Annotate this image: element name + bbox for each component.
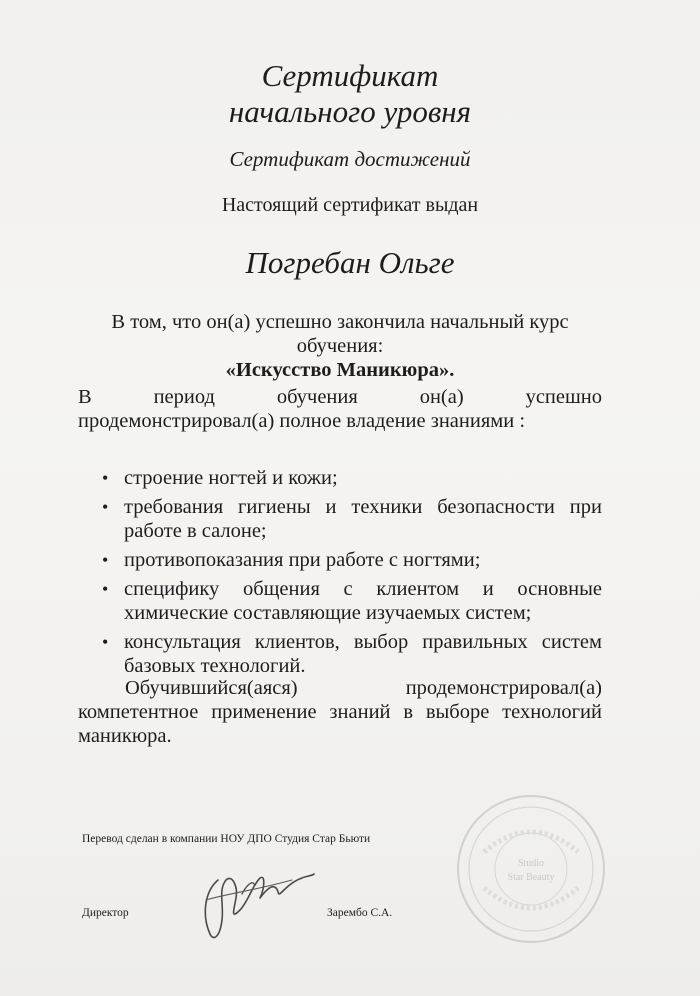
period-paragraph (78, 385, 602, 433)
list-item (100, 548, 602, 572)
skill-text: противопоказания при работе с ногтями; (124, 549, 481, 571)
director-name: Зарембо С.А. (327, 907, 393, 919)
recipient-name: Погребан Ольге (245, 245, 455, 280)
conclusion-rest: компетентное применение знаний в выборе технологий маникюра. (78, 701, 602, 747)
list-item (100, 577, 602, 625)
skill-text: требования гигиены и техники безопасности при работе в салоне; (124, 496, 602, 542)
skills-list (100, 466, 602, 683)
period-line-1: В период обучения он(а) успешно (78, 386, 602, 408)
certificate-title-line-1: Сертификат (261, 58, 439, 93)
skill-text: специфику общения с клиентом и основные химические составляющие изучаемых систем; (124, 578, 602, 624)
skill-text: консультация клиентов, выбор правильных систем базовых технологий. (124, 631, 602, 677)
completion-text: В том, что он(а) успешно закончила начальный курс обучения: (111, 311, 569, 357)
bullet-icon: • (102, 579, 109, 599)
certificate-subtitle: Сертификат достижений (229, 147, 471, 171)
issued-to-text: Настоящий сертификат выдан (221, 194, 479, 216)
signature-icon (196, 850, 316, 946)
stamp-icon (454, 792, 608, 946)
conclusion-paragraph (78, 676, 602, 748)
bullet-icon: • (102, 550, 109, 570)
course-name: «Искусство Маникюра». (225, 359, 455, 381)
stamp-inner-text-1: Studio (517, 858, 545, 869)
bullet-icon: • (102, 632, 109, 652)
director-label: Директор (82, 907, 129, 919)
period-line-2: продемонстрировал(а) полное владение знаниями : (78, 410, 526, 432)
list-item (100, 495, 602, 543)
certificate-title-line-2: начального уровня (228, 94, 472, 129)
list-item (100, 466, 602, 490)
stamp-inner-text-2: Star Beauty (507, 872, 555, 883)
bullet-icon: • (102, 468, 109, 488)
skill-text: строение ногтей и кожи; (124, 467, 338, 489)
list-item (100, 630, 602, 678)
conclusion-line-1: Обучившийся(аяся) продемонстрировал(а) (125, 677, 602, 699)
translation-note: Перевод сделан в компании НОУ ДПО Студия Стар Бьюти (82, 833, 371, 845)
bullet-icon: • (102, 497, 109, 517)
